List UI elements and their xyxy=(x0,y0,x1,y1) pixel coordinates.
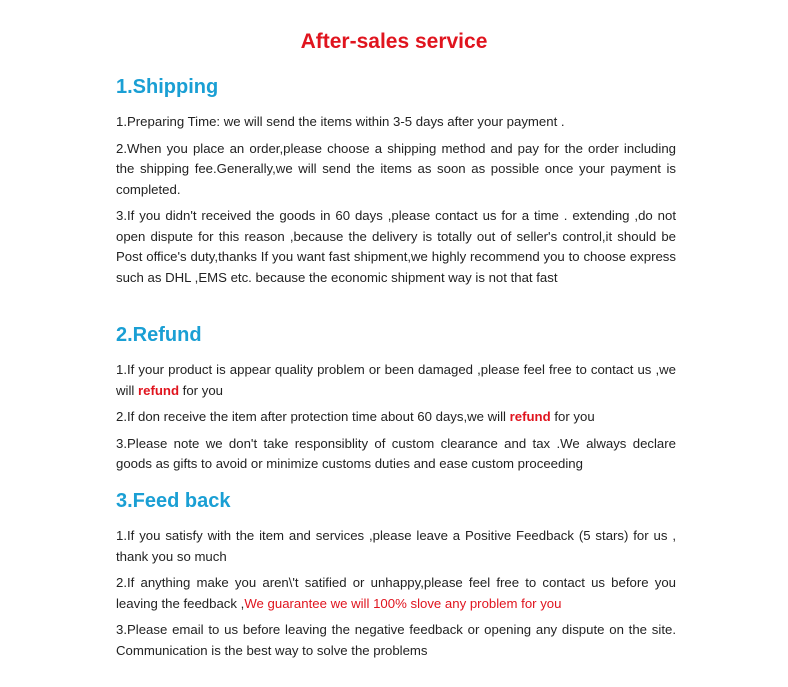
refund-heading: 2.Refund xyxy=(116,324,202,346)
refund-paragraph-3: 3.Please note we don't take responsiblity of custom clearance and tax .We always declare goods as gifts to avoid or minimize customs duties and ease custom proceeding xyxy=(116,435,676,471)
feedback-section xyxy=(116,488,676,667)
refund-paragraph-1-text-a: 1.If your product is appear quality problem or been damaged ,please feel free to contact us ,we will xyxy=(116,362,676,398)
refund-section xyxy=(116,322,676,481)
feedback-paragraph-2-text: 2.If anything make you aren\'t satified or unhappy,please feel free to contact us before you leaving the feedback , xyxy=(116,575,676,611)
refund-paragraph-2-text-a: 2.If don receive the item after protection time about 60 days,we will xyxy=(116,409,510,424)
shipping-paragraph-3: 3.If you didn't received the goods in 60 days ,please contact us for a time . extending ,do not open dispute for this reason ,because the delivery is totally out of seller's control,it should be Post office's duty,thanks If you want fast shipment,we highly recommend you to choose express such as DHL ,EMS etc. because the economic shipment way is not that fast xyxy=(116,208,676,285)
feedback-paragraph-3: 3.Please email to us before leaving the negative feedback or opening any dispute on the site. Communication is the best way to solve the problems xyxy=(116,622,676,658)
refund-paragraph-1-text-b: for you xyxy=(179,382,223,398)
refund-paragraph-2-text-b: for you xyxy=(550,409,595,424)
shipping-paragraph-2: 2.When you place an order,please choose a shipping method and pay for the order including the shipping fee.Generally,we will send the items as soon as possible once your payment is completed. xyxy=(116,140,676,197)
refund-paragraph-2 xyxy=(116,407,676,428)
shipping-section xyxy=(116,74,676,294)
refund-highlight: refund xyxy=(509,409,551,424)
refund-highlight: refund xyxy=(137,382,180,398)
shipping-heading: 1.Shipping xyxy=(116,76,219,98)
feedback-heading: 3.Feed back xyxy=(116,490,231,512)
shipping-paragraph-1: 1.Preparing Time: we will send the items within 3-5 days after your payment . xyxy=(116,114,565,129)
feedback-paragraph-2 xyxy=(116,573,676,614)
refund-paragraph-1 xyxy=(116,360,676,401)
feedback-paragraph-1: 1.If you satisfy with the item and services ,please leave a Positive Feedback (5 stars) for us , thank you so much xyxy=(116,528,676,564)
page-title: After-sales service xyxy=(300,30,488,53)
guarantee-highlight: We guarantee we will 100% slove any problem for you xyxy=(244,595,562,611)
